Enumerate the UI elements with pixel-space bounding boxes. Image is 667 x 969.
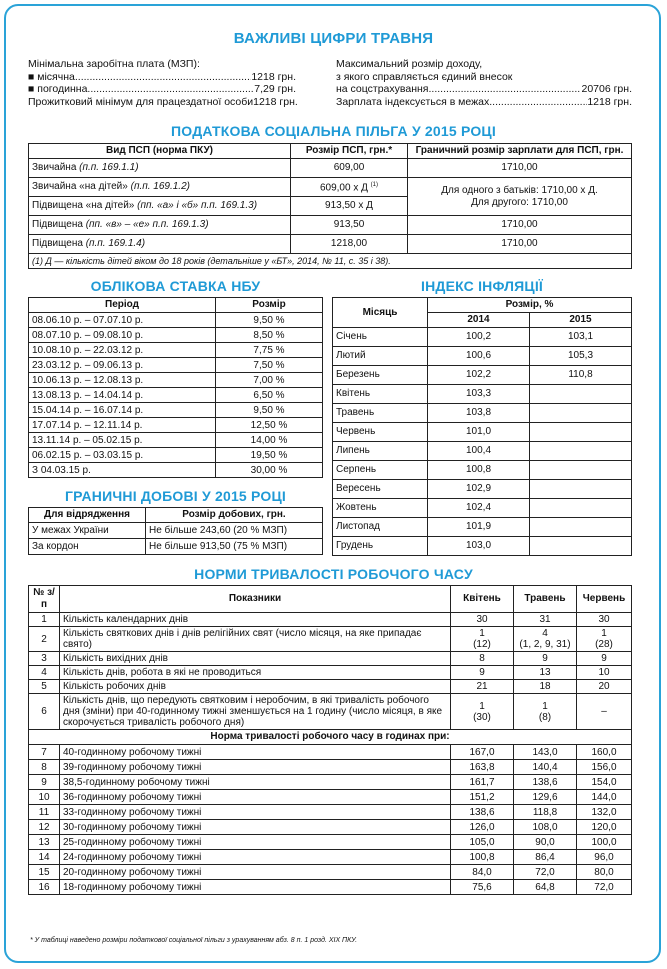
page-title: ВАЖЛИВІ ЦИФРИ ТРАВНЯ	[233, 30, 434, 47]
table-cell: 3	[29, 652, 60, 666]
table-cell: 108,0	[514, 820, 577, 835]
table-cell: 100,4	[428, 442, 530, 461]
table-cell: 9	[577, 652, 632, 666]
table-cell: 6	[29, 694, 60, 730]
work-title: НОРМИ ТРИВАЛОСТІ РОБОЧОГО ЧАСУ	[194, 566, 473, 582]
table-cell	[530, 442, 632, 461]
table-row	[29, 805, 632, 820]
table-cell: За кордон	[29, 539, 146, 555]
table-cell: 36-годинному робочому тижні	[60, 790, 451, 805]
table-cell: 19,50 %	[216, 448, 323, 463]
table-row	[333, 499, 632, 518]
table-cell: 7,75 %	[216, 343, 323, 358]
table-cell: 8,50 %	[216, 328, 323, 343]
table-cell: Березень	[333, 366, 428, 385]
table-cell: Серпень	[333, 461, 428, 480]
table-row	[29, 388, 323, 403]
table-row	[29, 652, 632, 666]
table-cell: Не більше 913,50 (75 % МЗП)	[146, 539, 323, 555]
table-cell: 08.07.10 р. – 09.08.10 р.	[29, 328, 216, 343]
table-row	[29, 880, 632, 895]
table-cell: Кількість днів, що передують святковим і неробочим, в які тривалість робочого дня (зміни) при 40-годинному тижні зменшується на 1 годину (число місяця, в яке скорочується тривалість робочого дня)	[60, 694, 451, 730]
table-row	[29, 820, 632, 835]
table-cell: 72,0	[514, 865, 577, 880]
table-cell: Не більше 243,60 (20 % МЗП)	[146, 523, 323, 539]
max-income-value: на соцстрахування ..... 20706 грн.	[336, 83, 632, 96]
table-cell: 7,50 %	[216, 358, 323, 373]
table-cell: 132,0	[577, 805, 632, 820]
table-row	[29, 403, 323, 418]
inflation-title: ІНДЕКС ІНФЛЯЦІЇ	[421, 278, 543, 294]
table-cell: 144,0	[577, 790, 632, 805]
inflation-header-size: Розмір, %	[428, 298, 632, 313]
table-row	[333, 404, 632, 423]
table-cell: Кількість днів, робота в які не проводиться	[60, 666, 451, 680]
table-row	[29, 613, 632, 627]
table-cell: 138,6	[451, 805, 514, 820]
table-cell: 118,8	[514, 805, 577, 820]
table-cell: 20	[577, 680, 632, 694]
work-table	[28, 585, 632, 895]
table-row	[29, 448, 323, 463]
table-cell: 1 (28)	[577, 627, 632, 652]
table-row	[333, 537, 632, 556]
table-cell: 84,0	[451, 865, 514, 880]
table-cell: 21	[451, 680, 514, 694]
work-header-num: № з/п	[29, 586, 60, 613]
table-cell: 103,0	[428, 537, 530, 556]
table-cell: 126,0	[451, 820, 514, 835]
table-cell: 33-годинному робочому тижні	[60, 805, 451, 820]
table-row	[29, 850, 632, 865]
table-cell: 30	[451, 613, 514, 627]
table-cell: 25-годинному робочому тижні	[60, 835, 451, 850]
table-row	[29, 790, 632, 805]
table-row	[29, 313, 323, 328]
table-cell: 14,00 %	[216, 433, 323, 448]
table-cell: 120,0	[577, 820, 632, 835]
table-cell: 9	[514, 652, 577, 666]
daily-header-trip: Для відрядження	[29, 508, 146, 523]
table-cell: 1 (30)	[451, 694, 514, 730]
table-cell: 1 (8)	[514, 694, 577, 730]
max-income-line2: з якого справляється єдиний внесок	[336, 70, 513, 83]
table-cell: Вересень	[333, 480, 428, 499]
table-cell: 86,4	[514, 850, 577, 865]
table-cell: 96,0	[577, 850, 632, 865]
table-row	[29, 680, 632, 694]
nbu-header-period: Період	[29, 298, 216, 313]
table-cell: 8	[29, 760, 60, 775]
table-row	[29, 418, 323, 433]
table-cell: 167,0	[451, 745, 514, 760]
table-cell: 7	[29, 745, 60, 760]
table-cell: 80,0	[577, 865, 632, 880]
table-cell: 12	[29, 820, 60, 835]
inflation-header-2014: 2014	[428, 313, 530, 328]
table-row	[29, 775, 632, 790]
table-cell: 8	[451, 652, 514, 666]
psp-header-limit: Граничний розмір зарплати для ПСП, грн.	[408, 144, 632, 159]
table-row	[29, 523, 323, 539]
table-cell: 163,8	[451, 760, 514, 775]
table-cell: 75,6	[451, 880, 514, 895]
psp-header-size: Розмір ПСП, грн.*	[291, 144, 408, 159]
table-cell: Кількість вихідних днів	[60, 652, 451, 666]
table-cell: Кількість святкових днів і днів релігійних свят (число місяця, на яке припадає свято)	[60, 627, 451, 652]
table-cell	[530, 480, 632, 499]
table-cell: 39-годинному робочому тижні	[60, 760, 451, 775]
table-cell: 151,2	[451, 790, 514, 805]
work-header-indicator: Показники	[60, 586, 451, 613]
max-income-line1: Максимальний розмір доходу,	[336, 58, 483, 70]
table-cell: 156,0	[577, 760, 632, 775]
table-row	[333, 442, 632, 461]
table-cell: 110,8	[530, 366, 632, 385]
table-cell: Жовтень	[333, 499, 428, 518]
psp-footnote: (1) Д — кількість дітей віком до 18 років (детальніше у «БТ», 2014, № 11, с. 35 і 38).	[29, 254, 632, 269]
table-row	[29, 328, 323, 343]
table-cell: Січень	[333, 328, 428, 347]
table-cell: З 04.03.15 р.	[29, 463, 216, 478]
table-cell: Кількість календарних днів	[60, 613, 451, 627]
nbu-title: ОБЛІКОВА СТАВКА НБУ	[90, 278, 261, 294]
table-row	[333, 385, 632, 404]
table-row	[29, 373, 323, 388]
table-row	[333, 423, 632, 442]
work-header-april: Квітень	[451, 586, 514, 613]
table-row	[29, 745, 632, 760]
table-cell: У межах України	[29, 523, 146, 539]
table-cell: 13	[29, 835, 60, 850]
table-cell: 138,6	[514, 775, 577, 790]
table-row	[29, 760, 632, 775]
table-cell: 08.06.10 р. – 07.07.10 р.	[29, 313, 216, 328]
table-cell: 24-годинному робочому тижні	[60, 850, 451, 865]
table-cell: 4	[29, 666, 60, 680]
table-row	[29, 343, 323, 358]
table-cell	[530, 461, 632, 480]
table-cell: 10.06.13 р. – 12.08.13 р.	[29, 373, 216, 388]
table-cell: 102,9	[428, 480, 530, 499]
table-row	[29, 694, 632, 730]
table-cell: 161,7	[451, 775, 514, 790]
table-cell: 13.08.13 р. – 14.04.14 р.	[29, 388, 216, 403]
table-cell: 40-годинному робочому тижні	[60, 745, 451, 760]
intro-right	[336, 58, 632, 108]
table-cell: 10	[29, 790, 60, 805]
table-cell: 10.08.10 р. – 22.03.12 р.	[29, 343, 216, 358]
work-header-may: Травень	[514, 586, 577, 613]
daily-title: ГРАНИЧНІ ДОБОВІ У 2015 РОЦІ	[65, 488, 286, 504]
table-cell: 30	[577, 613, 632, 627]
psp-table	[28, 143, 632, 269]
table-cell: –	[577, 694, 632, 730]
table-row	[29, 463, 323, 478]
table-cell: 14	[29, 850, 60, 865]
table-cell: 154,0	[577, 775, 632, 790]
table-cell: 102,2	[428, 366, 530, 385]
table-cell: 12,50 %	[216, 418, 323, 433]
table-row	[333, 366, 632, 385]
table-cell: 100,8	[451, 850, 514, 865]
table-cell: 18	[514, 680, 577, 694]
table-cell: 13	[514, 666, 577, 680]
inflation-header-2015: 2015	[530, 313, 632, 328]
table-cell: 15.04.14 р. – 16.07.14 р.	[29, 403, 216, 418]
table-row: Підвищена «на дітей» (пп. «а» і «б» п.п. 169.1.3) 913,50 х Д	[29, 197, 632, 216]
table-cell: 103,3	[428, 385, 530, 404]
table-cell: 140,4	[514, 760, 577, 775]
table-cell: 101,0	[428, 423, 530, 442]
table-cell: 129,6	[514, 790, 577, 805]
table-row	[29, 865, 632, 880]
table-cell: Лютий	[333, 347, 428, 366]
table-cell: 100,2	[428, 328, 530, 347]
daily-header-size: Розмір добових, грн.	[146, 508, 323, 523]
table-cell: 100,6	[428, 347, 530, 366]
table-cell: 103,8	[428, 404, 530, 423]
table-cell: 9	[29, 775, 60, 790]
table-cell: 9,50 %	[216, 403, 323, 418]
table-cell: 100,0	[577, 835, 632, 850]
table-row	[29, 835, 632, 850]
table-cell: 17.07.14 р. – 12.11.14 р.	[29, 418, 216, 433]
table-cell: 18-годинному робочому тижні	[60, 880, 451, 895]
table-cell	[530, 404, 632, 423]
table-cell: 160,0	[577, 745, 632, 760]
table-cell: 30-годинному робочому тижні	[60, 820, 451, 835]
table-row	[29, 433, 323, 448]
table-cell: 9	[451, 666, 514, 680]
inflation-table	[332, 297, 632, 556]
table-cell: 16	[29, 880, 60, 895]
nbu-table	[28, 297, 323, 478]
table-cell: 105,0	[451, 835, 514, 850]
table-row: Підвищена (п.п. 169.1.4) 1218,00 1710,00	[29, 235, 632, 254]
table-cell	[530, 537, 632, 556]
table-cell: 11	[29, 805, 60, 820]
table-cell: 100,8	[428, 461, 530, 480]
table-cell: 30,00 %	[216, 463, 323, 478]
table-cell: 38,5-годинному робочому тижні	[60, 775, 451, 790]
table-cell: 143,0	[514, 745, 577, 760]
table-cell: 23.03.12 р. – 09.06.13 р.	[29, 358, 216, 373]
table-cell: 06.02.15 р. – 03.03.15 р.	[29, 448, 216, 463]
footer-note: * У таблиці наведено розміри податкової соціальної пільги з урахуванням абз. 8 п. 1 розд. XIX ПКУ.	[30, 937, 358, 944]
table-cell: Грудень	[333, 537, 428, 556]
nbu-header-rate: Розмір	[216, 298, 323, 313]
table-cell: 72,0	[577, 880, 632, 895]
table-row: Підвищена (пп. «в» – «е» п.п. 169.1.3) 913,50 1710,00	[29, 216, 632, 235]
work-subheader: Норма тривалості робочого часу в годинах при:	[29, 730, 632, 745]
indexation-limit: Зарплата індексується в межах ..... 1218 грн.	[336, 96, 632, 109]
psp-header-type: Вид ПСП (норма ПКУ)	[29, 144, 291, 159]
table-cell	[530, 499, 632, 518]
table-row	[29, 666, 632, 680]
table-cell: 6,50 %	[216, 388, 323, 403]
table-row	[29, 627, 632, 652]
table-cell: 1 (12)	[451, 627, 514, 652]
table-cell: 1	[29, 613, 60, 627]
psp-merged-limit: Для одного з батьків: 1710,00 х Д. Для другого: 1710,00	[408, 178, 632, 216]
table-row	[333, 461, 632, 480]
subsistence-minimum: Прожитковий мінімум для працездатної особи 1218 грн.	[28, 95, 298, 108]
table-cell: 9,50 %	[216, 313, 323, 328]
table-cell: 20-годинному робочому тижні	[60, 865, 451, 880]
table-cell	[530, 423, 632, 442]
table-cell	[530, 518, 632, 537]
table-cell	[530, 385, 632, 404]
table-cell: 15	[29, 865, 60, 880]
table-cell: Травень	[333, 404, 428, 423]
intro-left	[28, 58, 296, 108]
min-wage-monthly: ■ місячна ..... 1218 грн.	[28, 71, 296, 84]
table-cell: Кількість робочих днів	[60, 680, 451, 694]
table-row: Звичайна «на дітей» (п.п. 169.1.2) 609,00 х Д $^{(1)}$ Для одного з батьків: 1710,00 х Д. Для другого: 1710,00	[29, 178, 632, 197]
psp-title: ПОДАТКОВА СОЦІАЛЬНА ПІЛЬГА У 2015 РОЦІ	[171, 123, 496, 139]
min-wage-hourly: ■ погодинна ..... 7,29 грн.	[28, 83, 296, 96]
work-header-june: Червень	[577, 586, 632, 613]
table-cell: 101,9	[428, 518, 530, 537]
table-cell: 5	[29, 680, 60, 694]
table-row	[333, 518, 632, 537]
table-cell: Червень	[333, 423, 428, 442]
table-row	[333, 480, 632, 499]
table-row	[29, 539, 323, 555]
table-cell: 13.11.14 р. – 05.02.15 р.	[29, 433, 216, 448]
table-cell: Листопад	[333, 518, 428, 537]
inflation-header-month: Місяць	[333, 298, 428, 328]
table-cell: 102,4	[428, 499, 530, 518]
table-cell: 64,8	[514, 880, 577, 895]
table-cell: 31	[514, 613, 577, 627]
min-wage-heading: Мінімальна заробітна плата (МЗП):	[28, 58, 200, 70]
table-cell: Липень	[333, 442, 428, 461]
table-cell: 90,0	[514, 835, 577, 850]
table-cell: 4 (1, 2, 9, 31)	[514, 627, 577, 652]
table-cell: 105,3	[530, 347, 632, 366]
table-cell: 2	[29, 627, 60, 652]
table-cell: 103,1	[530, 328, 632, 347]
table-row	[29, 358, 323, 373]
table-row	[333, 347, 632, 366]
table-row: Звичайна (п.п. 169.1.1) 609,00 1710,00	[29, 159, 632, 178]
daily-table	[28, 507, 323, 555]
table-row	[333, 328, 632, 347]
table-cell: Квітень	[333, 385, 428, 404]
table-cell: 10	[577, 666, 632, 680]
table-cell: 7,00 %	[216, 373, 323, 388]
